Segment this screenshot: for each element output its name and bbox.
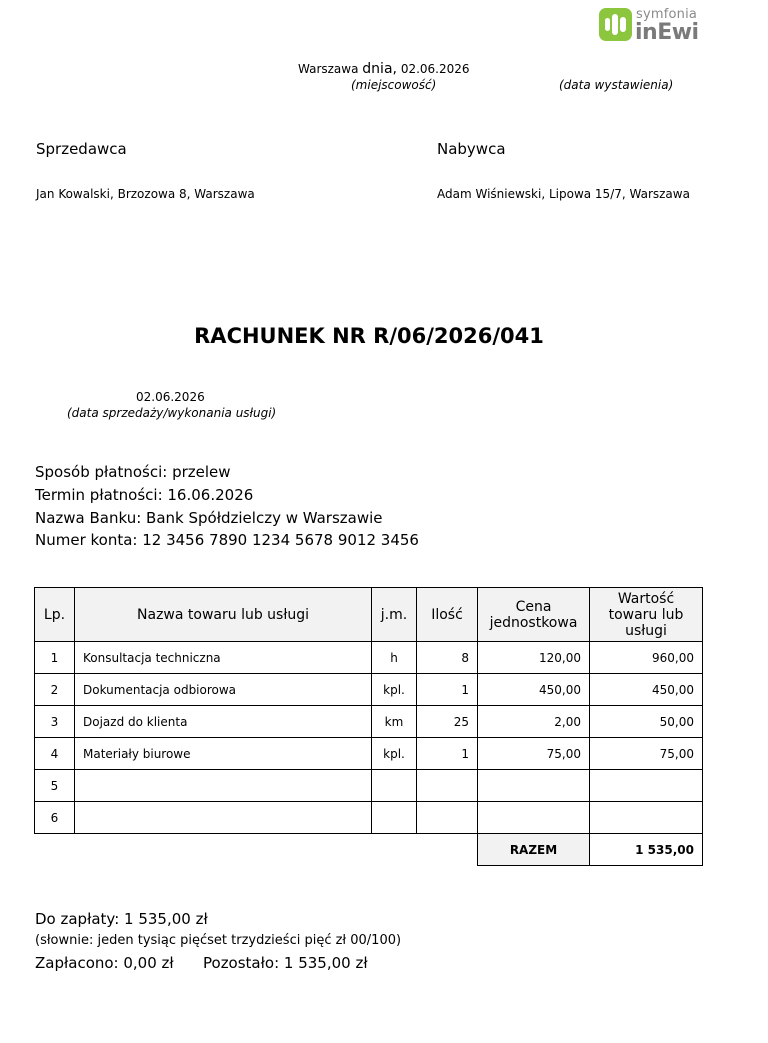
cell-name: Dokumentacja odbiorowa (75, 674, 372, 706)
cell-value (590, 770, 703, 802)
cell-lp: 6 (35, 802, 75, 834)
buyer-value: Adam Wiśniewski, Lipowa 15/7, Warszawa (437, 187, 690, 201)
table-row (35, 802, 703, 834)
place: Warszawa (298, 62, 359, 76)
items-table (34, 587, 703, 866)
cell-name: Dojazd do klienta (75, 706, 372, 738)
header-value-line1: Wartość (617, 590, 675, 607)
amount-paid: Zapłacono: 0,00 zł (35, 954, 174, 972)
symfonia-inewi-logo (599, 8, 709, 44)
header-lp: Lp. (35, 588, 75, 642)
logo-mark-icon (599, 8, 632, 41)
cell-unit: h (372, 642, 417, 674)
cell-name: Konsultacja techniczna (75, 642, 372, 674)
cell-price: 120,00 (478, 642, 590, 674)
header-value-line3: usługi (625, 622, 667, 639)
cell-unit: kpl. (372, 738, 417, 770)
cell-name (75, 770, 372, 802)
place-caption: (miejscowość) (351, 78, 437, 92)
place-date-line (298, 61, 470, 77)
cell-value: 960,00 (590, 642, 703, 674)
cell-price (478, 802, 590, 834)
cell-price: 2,00 (478, 706, 590, 738)
amount-in-words: (słownie: jeden tysiąc pięćset trzydzieści pięć zł 00/100) (35, 933, 402, 948)
cell-qty: 1 (417, 674, 478, 706)
cell-name: Materiały biurowe (75, 738, 372, 770)
cell-qty (417, 802, 478, 834)
cell-price (478, 770, 590, 802)
sale-date-caption: (data sprzedaży/wykonania usługi) (67, 406, 277, 420)
cell-lp: 5 (35, 770, 75, 802)
table-header-row (35, 588, 703, 642)
cell-lp: 2 (35, 674, 75, 706)
table-row (35, 738, 703, 770)
bank-name: Nazwa Banku: Bank Spółdzielczy w Warszawie (35, 509, 383, 527)
payment-method: Sposób płatności: przelew (35, 463, 231, 481)
sale-date: 02.06.2026 (136, 390, 205, 404)
cell-unit: kpl. (372, 674, 417, 706)
dnia-word: dnia, (362, 61, 397, 77)
payment-due: Termin płatności: 16.06.2026 (35, 486, 254, 504)
issue-date: 02.06.2026 (400, 62, 470, 76)
cell-price: 75,00 (478, 738, 590, 770)
header-price-line1: Cena (515, 598, 552, 615)
cell-qty: 8 (417, 642, 478, 674)
cell-value: 50,00 (590, 706, 703, 738)
cell-qty: 1 (417, 738, 478, 770)
buyer-label: Nabywca (437, 140, 506, 158)
cell-unit (372, 770, 417, 802)
logo-bottom-text: inEwi (635, 20, 699, 45)
cell-unit: km (372, 706, 417, 738)
issue-date-caption: (data wystawienia) (559, 78, 674, 92)
total-label: RAZEM (478, 834, 590, 866)
account-number: Numer konta: 12 3456 7890 1234 5678 9012 3456 (35, 531, 419, 549)
document-title: RACHUNEK NR R/06/2026/041 (194, 324, 544, 348)
header-value-line2: towaru lub (608, 606, 684, 623)
header-qty: Ilość (417, 588, 478, 642)
cell-lp: 1 (35, 642, 75, 674)
cell-lp: 4 (35, 738, 75, 770)
table-row (35, 706, 703, 738)
cell-value: 75,00 (590, 738, 703, 770)
cell-price: 450,00 (478, 674, 590, 706)
header-unit-price (478, 588, 590, 642)
table-total-row (35, 834, 703, 866)
total-value: 1 535,00 (590, 834, 703, 866)
total-row-spacer (35, 834, 478, 866)
header-unit: j.m. (372, 588, 417, 642)
table-row (35, 674, 703, 706)
cell-value (590, 802, 703, 834)
amount-remaining: Pozostało: 1 535,00 zł (203, 954, 368, 972)
header-price-line2: jednostkowa (489, 614, 578, 631)
table-row (35, 642, 703, 674)
logo-top-text: symfonia (636, 7, 698, 22)
header-value (590, 588, 703, 642)
header-name: Nazwa towaru lub usługi (75, 588, 372, 642)
amount-to-pay: Do zapłaty: 1 535,00 zł (35, 910, 208, 928)
cell-qty: 25 (417, 706, 478, 738)
cell-name (75, 802, 372, 834)
seller-label: Sprzedawca (36, 140, 127, 158)
cell-unit (372, 802, 417, 834)
cell-qty (417, 770, 478, 802)
cell-lp: 3 (35, 706, 75, 738)
table-row (35, 770, 703, 802)
cell-value: 450,00 (590, 674, 703, 706)
seller-value: Jan Kowalski, Brzozowa 8, Warszawa (36, 187, 255, 201)
